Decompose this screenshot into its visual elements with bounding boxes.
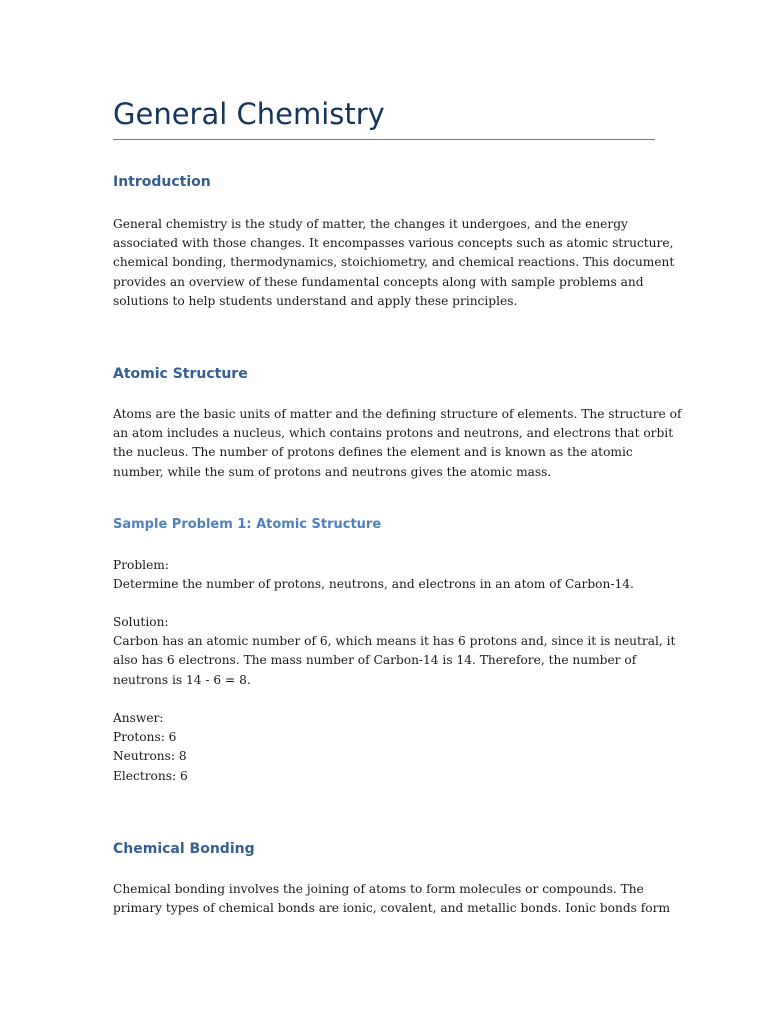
text-line: solutions to help students understand and apply these principles. xyxy=(113,293,518,308)
problem-text: Determine the number of protons, neutrons, and electrons in an atom of Carbon-14. xyxy=(113,577,634,592)
text-line: chemical bonding, thermodynamics, stoichiometry, and chemical reactions. This document xyxy=(113,255,675,270)
answer-neutrons: Neutrons: 8 xyxy=(113,749,187,764)
answer-label: Answer: xyxy=(113,711,164,725)
solution-label: Solution: xyxy=(113,615,169,629)
page-title: General Chemistry xyxy=(113,97,385,131)
paragraph-atomic-structure xyxy=(113,405,682,482)
problem-block xyxy=(113,556,655,594)
text-line: also has 6 electrons. The mass number of Carbon-14 is 14. Therefore, the number of xyxy=(113,653,637,668)
paragraph-introduction xyxy=(113,215,675,311)
text-line: Chemical bonding involves the joining of atoms to form molecules or compounds. The xyxy=(113,882,644,896)
answer-protons: Protons: 6 xyxy=(113,730,177,745)
text-line: an atom includes a nucleus, which contains protons and neutrons, and electrons that orbit xyxy=(113,426,674,441)
paragraph-chemical-bonding xyxy=(113,880,671,918)
title-underline xyxy=(113,139,655,140)
text-line: Atoms are the basic units of matter and the defining structure of elements. The structure of xyxy=(113,407,682,421)
text-line: the nucleus. The number of protons defines the element and is known as the atomic xyxy=(113,445,633,460)
text-line: associated with those changes. It encompasses various concepts such as atomic structure, xyxy=(113,236,674,251)
heading-introduction: Introduction xyxy=(113,174,211,190)
solution-block xyxy=(113,613,676,690)
answer-block xyxy=(113,709,655,786)
text-line: neutrons is 14 - 6 = 8. xyxy=(113,672,251,687)
text-line: provides an overview of these fundamental concepts along with sample problems and xyxy=(113,274,644,289)
answer-electrons: Electrons: 6 xyxy=(113,768,188,783)
heading-chemical-bonding: Chemical Bonding xyxy=(113,841,255,857)
heading-atomic-structure: Atomic Structure xyxy=(113,366,248,382)
text-line: Carbon has an atomic number of 6, which means it has 6 protons and, since it is neutral, it xyxy=(113,634,676,649)
text-line: General chemistry is the study of matter, the changes it undergoes, and the energy xyxy=(113,217,628,231)
problem-label: Problem: xyxy=(113,558,169,572)
text-line: number, while the sum of protons and neutrons gives the atomic mass. xyxy=(113,464,552,479)
heading-sample-problem-1: Sample Problem 1: Atomic Structure xyxy=(113,517,382,532)
text-line: primary types of chemical bonds are ionic, covalent, and metallic bonds. Ionic bonds form xyxy=(113,901,671,916)
